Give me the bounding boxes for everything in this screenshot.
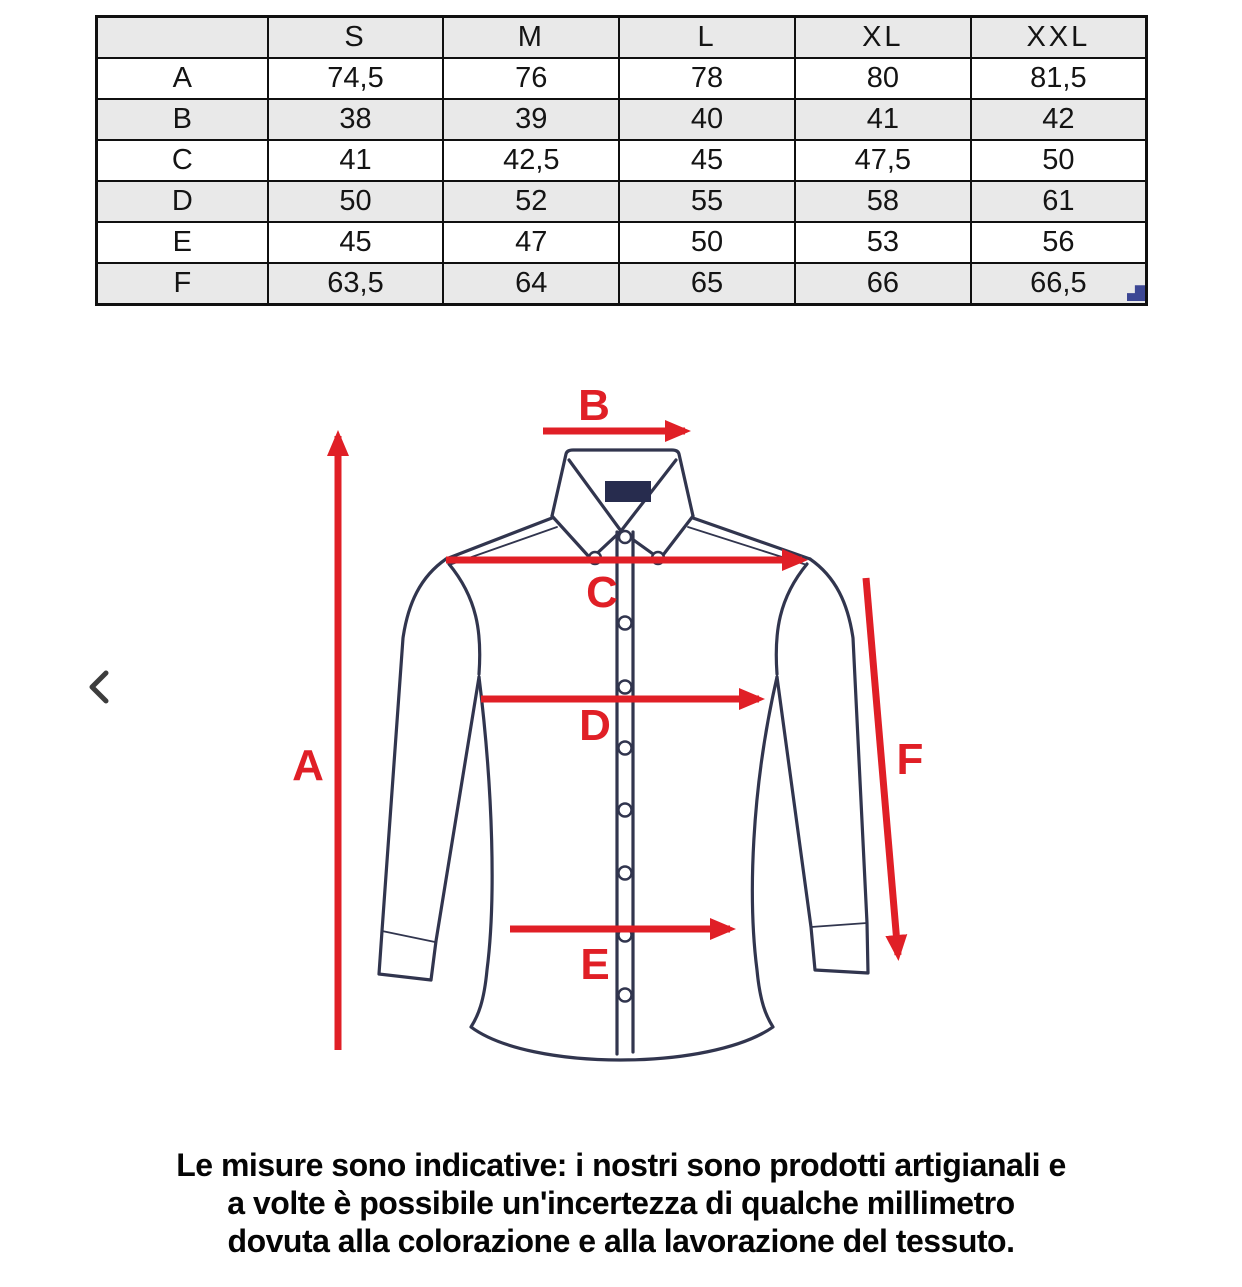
column-header: M	[443, 17, 619, 59]
table-cell: 56	[971, 222, 1147, 263]
table-cell: 80	[795, 58, 971, 99]
armhole-right	[776, 564, 807, 674]
cuff-seam-right	[811, 923, 867, 927]
table-cell: 45	[268, 222, 444, 263]
chevron-left-icon	[82, 665, 116, 709]
table-cell: 76	[443, 58, 619, 99]
table-cell: 64	[443, 263, 619, 305]
table-cell: 61	[971, 181, 1147, 222]
table-row	[97, 99, 1147, 140]
table-cell: 74,5	[268, 58, 444, 99]
row-label: E	[97, 222, 268, 263]
measure-arrow-f	[866, 578, 898, 955]
table-row	[97, 140, 1147, 181]
size-table	[95, 15, 1148, 306]
table-cell: 66	[795, 263, 971, 305]
table-cell: 38	[268, 99, 444, 140]
caption-line-3: dovuta alla colorazione e alla lavorazione del tessuto.	[227, 1223, 1015, 1259]
table-cell: 78	[619, 58, 795, 99]
table-cell: 53	[795, 222, 971, 263]
caption-line-1: Le misure sono indicative: i nostri sono prodotti artigianali e	[176, 1147, 1066, 1183]
table-cell: 58	[795, 181, 971, 222]
table-cell: 39	[443, 99, 619, 140]
measure-label-e: E	[580, 940, 610, 989]
caption-line-2: a volte è possibile un'incertezza di qualche millimetro	[227, 1185, 1015, 1221]
table-cell: 41	[795, 99, 971, 140]
sleeve-right	[777, 559, 868, 973]
table-cell: 45	[619, 140, 795, 181]
yoke-line-right	[693, 518, 810, 559]
row-label: F	[97, 263, 268, 305]
table-cell: 47	[443, 222, 619, 263]
measure-label-d: D	[579, 701, 611, 750]
table-corner-mark	[1127, 283, 1145, 301]
column-header: XL	[795, 17, 971, 59]
measure-label-c: C	[586, 568, 618, 617]
table-cell: 50	[268, 181, 444, 222]
size-table-header-row	[97, 17, 1147, 59]
measure-label-a: A	[292, 741, 324, 790]
table-cell: 52	[443, 181, 619, 222]
table-cell: 65	[619, 263, 795, 305]
table-cell: 42,5	[443, 140, 619, 181]
table-cell: 50	[971, 140, 1147, 181]
cuff-seam-left	[382, 931, 435, 942]
armhole-left	[449, 564, 480, 674]
table-row	[97, 222, 1147, 263]
collar-label	[605, 481, 651, 502]
carousel-prev-button[interactable]	[82, 665, 116, 709]
table-cell: 42	[971, 99, 1147, 140]
column-header: XXL	[971, 17, 1147, 59]
column-header	[97, 17, 268, 59]
row-label: A	[97, 58, 268, 99]
table-cell: 81,5	[971, 58, 1147, 99]
table-row	[97, 181, 1147, 222]
shirt-outline	[379, 450, 868, 1060]
size-table-body	[97, 58, 1147, 305]
yoke-line-left	[446, 518, 552, 559]
row-label: D	[97, 181, 268, 222]
collar-wing-left	[552, 516, 621, 559]
row-label: C	[97, 140, 268, 181]
disclaimer-caption	[0, 1146, 1242, 1260]
measure-label-f: F	[896, 735, 924, 784]
sleeve-left	[379, 559, 479, 980]
table-cell: 66,5	[971, 263, 1147, 305]
table-cell: 50	[619, 222, 795, 263]
measure-label-b: B	[578, 381, 610, 430]
table-cell: 40	[619, 99, 795, 140]
table-cell: 63,5	[268, 263, 444, 305]
measure-letters	[292, 381, 923, 989]
column-header: L	[619, 17, 795, 59]
table-cell: 41	[268, 140, 444, 181]
shirt-diagram	[250, 370, 990, 1110]
column-header: S	[268, 17, 444, 59]
size-table-container	[95, 15, 1148, 306]
table-cell: 55	[619, 181, 795, 222]
table-row	[97, 263, 1147, 305]
row-label: B	[97, 99, 268, 140]
table-row	[97, 58, 1147, 99]
table-cell: 47,5	[795, 140, 971, 181]
